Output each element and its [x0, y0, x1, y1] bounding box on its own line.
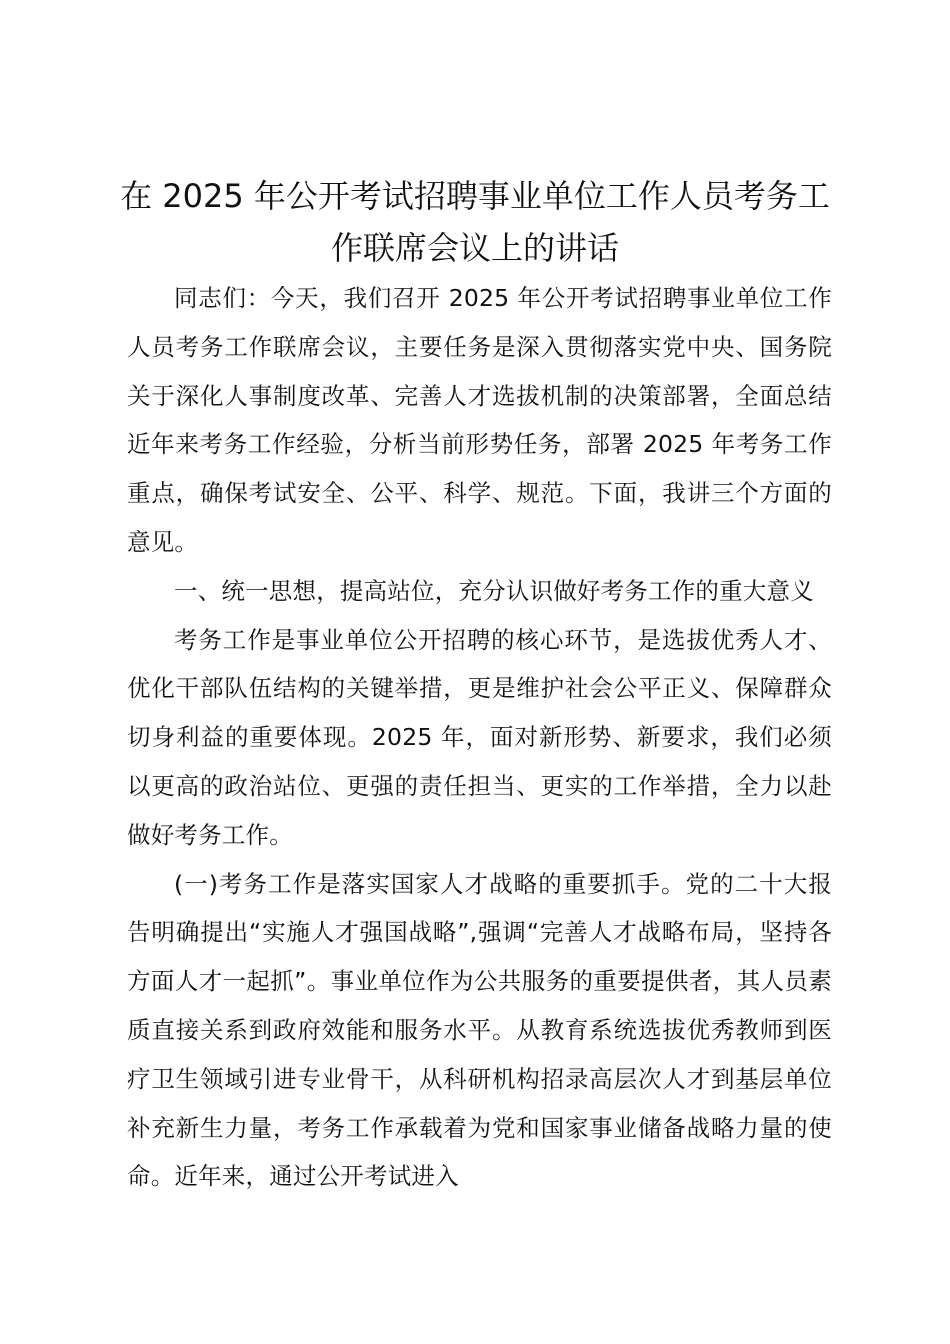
section-heading-1: 一、统一思想，提高站位，充分认识做好考务工作的重大意义 [174, 576, 814, 605]
paragraph-opening: 同志们：今天，我们召开 2025 年公开考试招聘事业单位工作人员考务工作联席会议，主要任务是深入贯彻落实党中央、国务院关于深化人事制度改革、完善人才选拔机制的决策部署，全面总结近年来考务工作经验，分析当前形势任务，部署 2025 年考务工作重点，确保考试安全、公平、科学、规范。下面，我讲三个方面的意见。 [127, 284, 832, 556]
document-body [127, 274, 832, 1201]
paragraph-subsection-1: (一)考务工作是落实国家人才战略的重要抓手。党的二十大报告明确提出“实施人才强国战略”,强调“完善人才战略布局，坚持各方面人才一起抓”。事业单位作为公共服务的重要提供者，其人员素质直接关系到政府效能和服务水平。从教育系统选拔优秀教师到医疗卫生领域引进专业骨干，从科研机构招录高层次人才到基层单位补充新生力量，考务工作承载着为党和国家事业储备战略力量的使命。近年来，通过公开考试进入 [127, 869, 832, 1191]
document-title: 在 2025 年公开考试招聘事业单位工作人员考务工作联席会议上的讲话 [120, 177, 830, 267]
paragraph-section-1-intro: 考务工作是事业单位公开招聘的核心环节，是选拔优秀人才、优化干部队伍结构的关键举措，更是维护社会公平正义、保障群众切身利益的重要体现。2025 年，面对新形势、新要求，我们必须以更高的政治站位、更强的责任担当、更实的工作举措，全力以赴做好考务工作。 [127, 625, 832, 849]
